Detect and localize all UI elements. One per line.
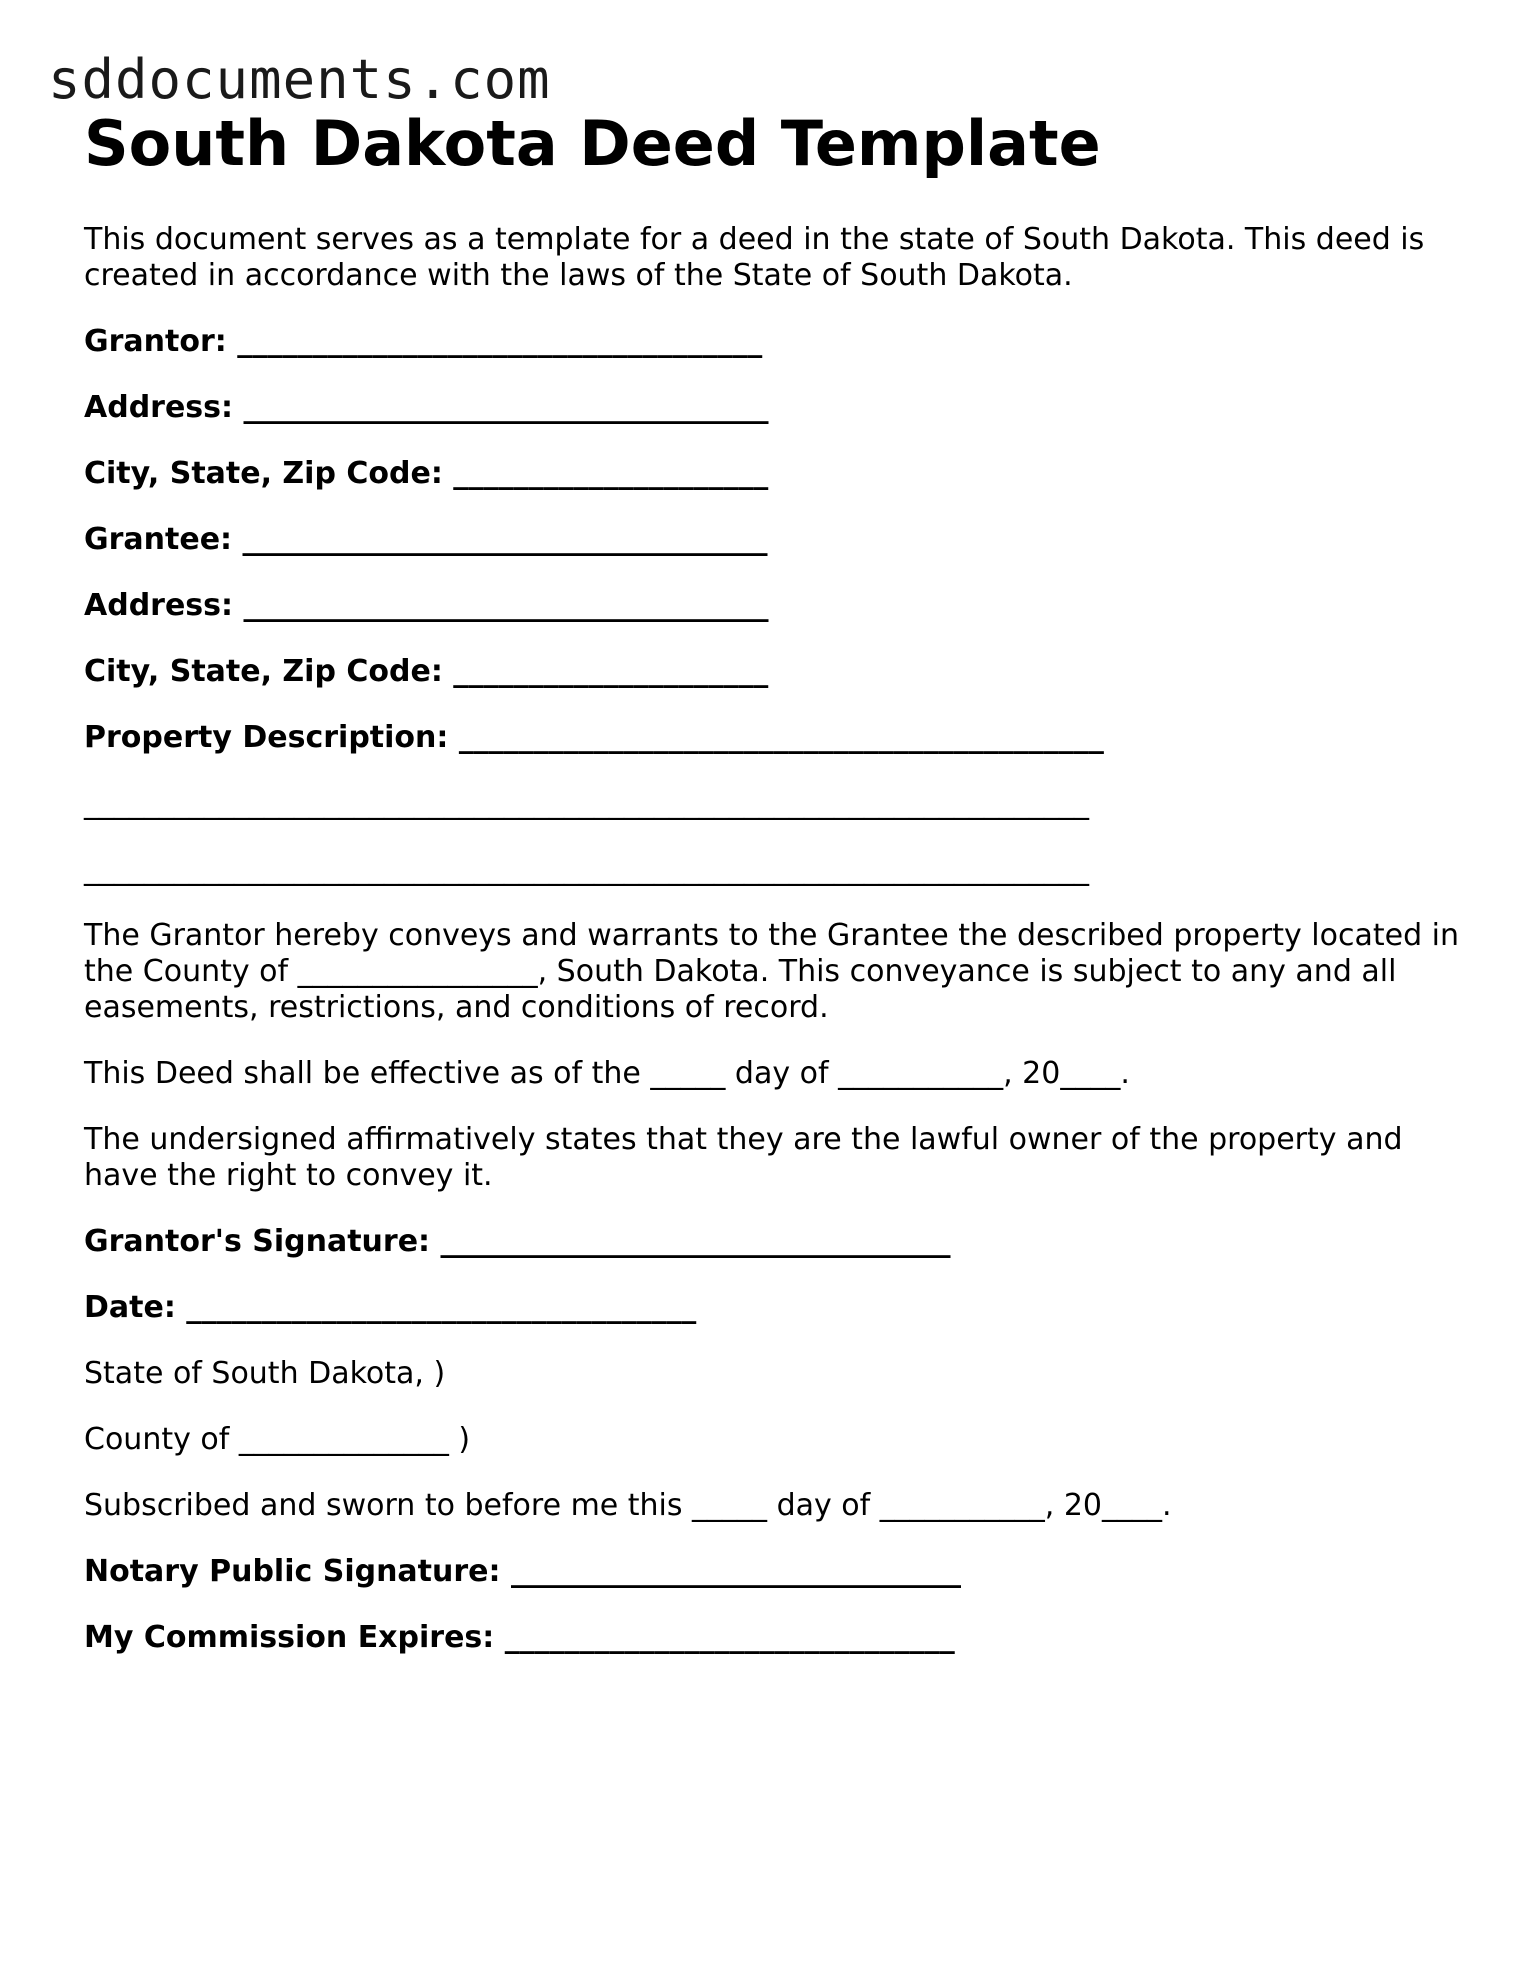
notary-county-line[interactable]: County of ______________ ) (84, 1422, 471, 1457)
grantor-signature-field[interactable]: Grantor's Signature: __________________________________ (84, 1224, 951, 1259)
property-description-line-3[interactable]: ___________________________________________________________________ (84, 852, 1089, 887)
notary-subscribed-line: Subscribed and sworn to before me this _____ day of ___________, 20____. (84, 1488, 1172, 1523)
conveyance-paragraph: The Grantor hereby conveys and warrants to the Grantee the described property located in the County of ________________, South Dakota. This conveyance is subject to any and all easements, restrictions, and conditions of record. (84, 918, 1460, 1025)
deed-document (84, 104, 1464, 1686)
effective-date-line: This Deed shall be effective as of the _____ day of ___________, 20____. (84, 1056, 1130, 1091)
property-description-line-2[interactable]: ___________________________________________________________________ (84, 786, 1089, 821)
notary-signature-field[interactable]: Notary Public Signature: ______________________________ (84, 1554, 961, 1589)
grantor-city-state-zip-field[interactable]: City, State, Zip Code: _____________________ (84, 456, 769, 491)
grantee-city-state-zip-field[interactable]: City, State, Zip Code: _____________________ (84, 654, 769, 689)
affirmation-paragraph: The undersigned affirmatively states that they are the lawful owner of the property and have the right to convey it. (84, 1122, 1403, 1193)
notary-state-line: State of South Dakota, ) (84, 1356, 446, 1391)
grantor-address-field[interactable]: Address: ___________________________________ (84, 390, 769, 425)
grantee-address-field[interactable]: Address: ___________________________________ (84, 588, 769, 623)
property-description-field[interactable]: Property Description: ___________________________________________ (84, 720, 1104, 755)
date-field[interactable]: Date: __________________________________ (84, 1290, 697, 1325)
document-title: South Dakota Deed Template (84, 107, 1101, 180)
intro-paragraph: This document serves as a template for a deed in the state of South Dakota. This deed is created in accordance with the laws of the State of South Dakota. (84, 222, 1425, 293)
grantee-field[interactable]: Grantee: ___________________________________ (84, 522, 768, 557)
site-watermark: sddocuments.com (48, 48, 551, 111)
commission-expires-field[interactable]: My Commission Expires: ______________________________ (84, 1620, 955, 1655)
grantor-field[interactable]: Grantor: ___________________________________ (84, 324, 763, 359)
